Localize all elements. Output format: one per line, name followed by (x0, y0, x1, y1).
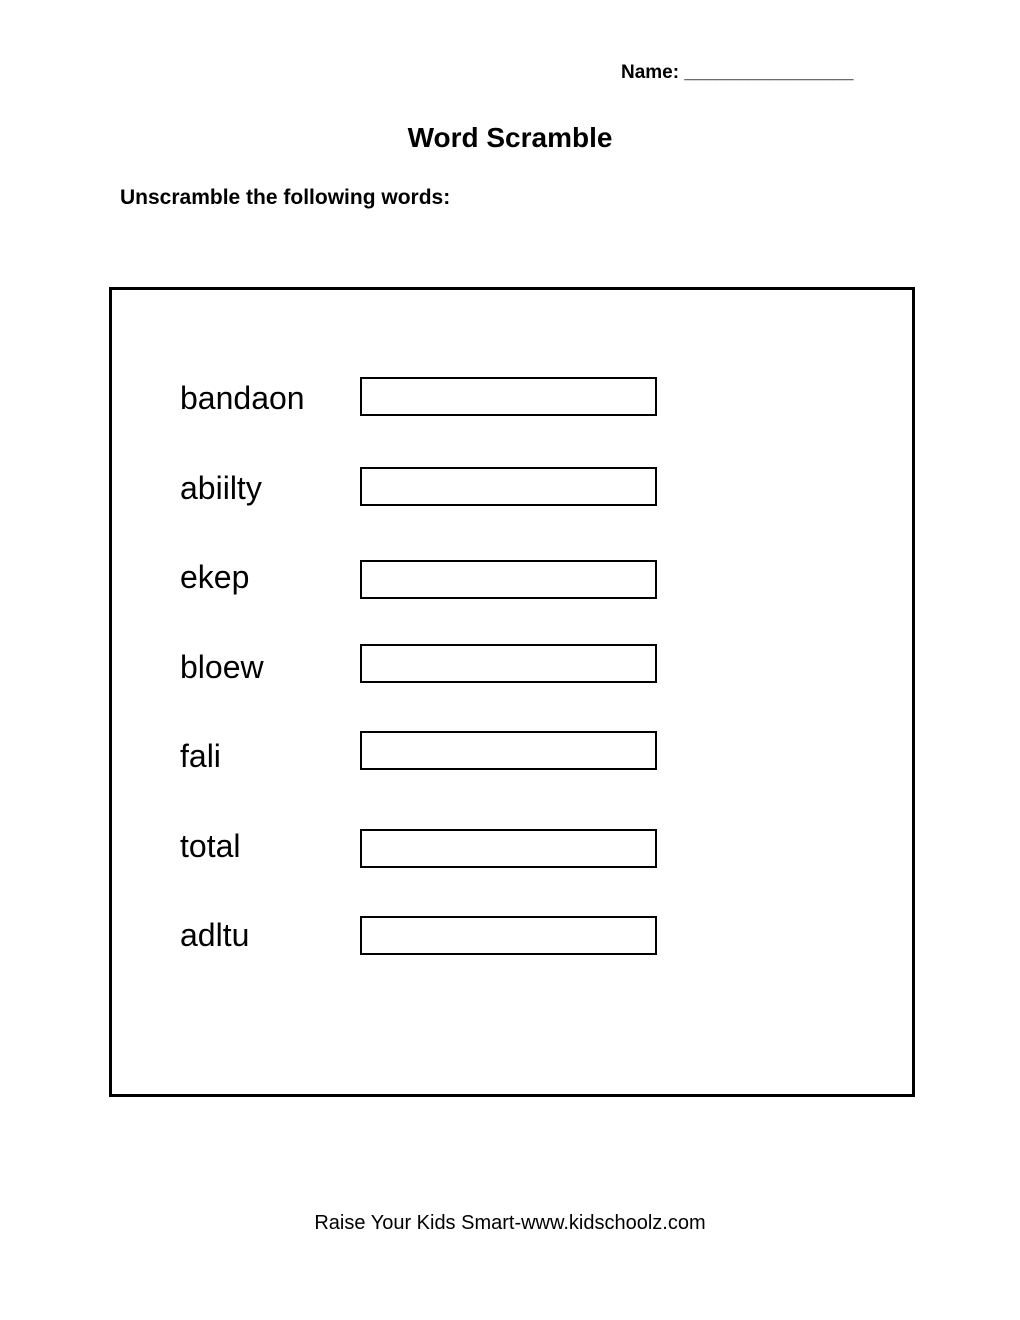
answer-field-2[interactable] (360, 467, 657, 506)
scrambled-word-2: abiilty (180, 470, 262, 506)
scrambled-word-1: bandaon (180, 380, 305, 416)
scrambled-word-6: total (180, 828, 241, 864)
answer-field-7[interactable] (360, 916, 657, 955)
answer-field-5[interactable] (360, 731, 657, 770)
scrambled-word-5: fali (180, 738, 221, 774)
answer-field-3[interactable] (360, 560, 657, 599)
instructions: Unscramble the following words: (120, 186, 451, 209)
worksheet-title: Word Scramble (407, 122, 613, 153)
scrambled-word-4: bloew (180, 649, 264, 685)
scrambled-word-7: adltu (180, 917, 250, 953)
answer-field-1[interactable] (360, 377, 657, 416)
name-line: Name: ________________ (621, 62, 854, 83)
answer-field-6[interactable] (360, 829, 657, 868)
scrambled-word-3: ekep (180, 559, 250, 595)
answer-field-4[interactable] (360, 644, 657, 683)
footer-credit: Raise Your Kids Smart-www.kidschoolz.com (314, 1212, 706, 1234)
